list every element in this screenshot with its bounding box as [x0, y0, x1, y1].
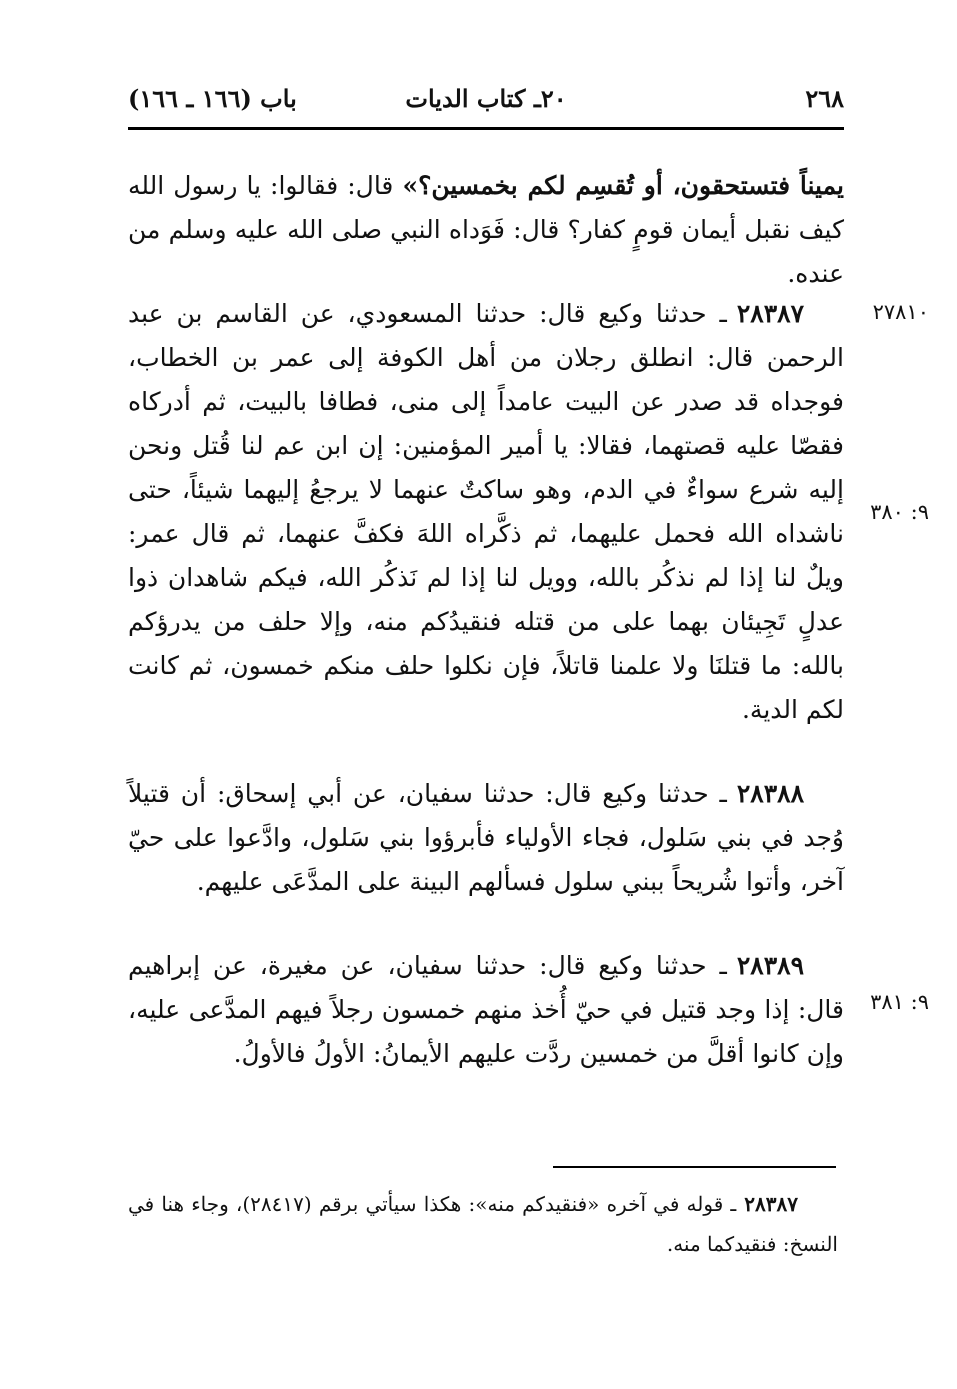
hadith-text: ـ حدثنا وكيع قال: حدثنا سفيان، عن مغيرة، عن إبراهيم قال: إذا وجد قتيل في حيّ أُخذ منهم خمسون رجلاً فيهم المدَّعى عليه، وإن كانوا أقلَّ من خمسين ردَّت عليهم الأيمانُ: الأولُ فالأولُ.	[128, 951, 844, 1068]
chapter-title: ٢٠ـ كتاب الديات	[405, 84, 567, 113]
header-divider	[128, 127, 844, 130]
margin-reference: ٩: ٣٨١	[870, 990, 929, 1014]
hadith-entry	[128, 292, 844, 732]
hadith-text: ـ حدثنا وكيع قال: حدثنا المسعودي، عن القاسم بن عبد الرحمن قال: انطلق رجلان من أهل الكوفة إلى عمر بن الخطاب، فوجداه قد صدر عن البيت عامداً إلى منى، فطافا بالبيت، ثم أدركاه فقصّا عليه قصتهما، فقالا: يا أمير المؤمنين: إن ابن عم لنا قُتل ونحن إليه شرع سواءٌ في الدم، وهو ساكتٌ عنهما لا يرجعُ إليهما شيئاً، حتى ناشداه الله فحمل عليهما، ثم ذكَّراه اللهَ فكفَّ عنهما، ثم قال عمر: ويلٌ لنا إذا لم نذكُر بالله، وويل لنا إذا لم نَذكُر الله، فيكم شاهدان ذوا عدلٍ تَجِيئان بهما على من قتله فنقيدُكم منه، وإلا حلف من يدرؤكم بالله: ما قتلنَا ولا علمنا قاتلاً، فإن نكلوا حلف منكم خمسون، ثم كانت لكم الدية.	[128, 299, 844, 724]
footnote-divider	[553, 1166, 836, 1168]
continuation-text: قال: فقالوا: يا رسول الله كيف نقبل أيمان قومٍ كفار؟ قال: فَوَداه النبي صلى الله عليه وسلم من عنده.	[128, 171, 844, 288]
hadith-number: ٢٨٣٨٧	[736, 299, 804, 328]
footnote-text: ـ قوله في آخره «فنقيدكم منه»: هكذا سيأتي برقم (٢٨٤١٧)، وجاء هنا في النسخ: فنقيدكما منه.	[128, 1192, 838, 1256]
page-header	[128, 84, 844, 124]
footnote	[128, 1184, 838, 1264]
margin-reference: ٩: ٣٨٠	[870, 500, 929, 524]
hadith-entry	[128, 772, 844, 904]
margin-reference: ٢٧٨١٠	[872, 300, 929, 324]
continuation-bold: يميناً فتستحقون، أو تُقسِم لكم بخمسين؟»	[402, 171, 844, 200]
hadith-number: ٢٨٣٨٨	[736, 779, 804, 808]
continuation-paragraph	[128, 164, 844, 296]
chapter-range: باب (١٦٦ ـ ١٦٦)	[128, 84, 297, 113]
page-number: ٢٦٨	[805, 84, 844, 113]
hadith-number: ٢٨٣٨٩	[736, 951, 804, 980]
hadith-entry	[128, 944, 844, 1076]
hadith-text: ـ حدثنا وكيع قال: حدثنا سفيان، عن أبي إسحاق: أن قتيلاً وُجد في بني سَلول، فجاء الأولياء فأبرؤوا بني سَلول، وادَّعوا على حيّ آخر، وأتوا شُريحاً ببني سلول فسألهم البينة على المدَّعَى عليهم.	[128, 779, 844, 896]
footnote-number: ٢٨٣٨٧	[744, 1192, 798, 1216]
